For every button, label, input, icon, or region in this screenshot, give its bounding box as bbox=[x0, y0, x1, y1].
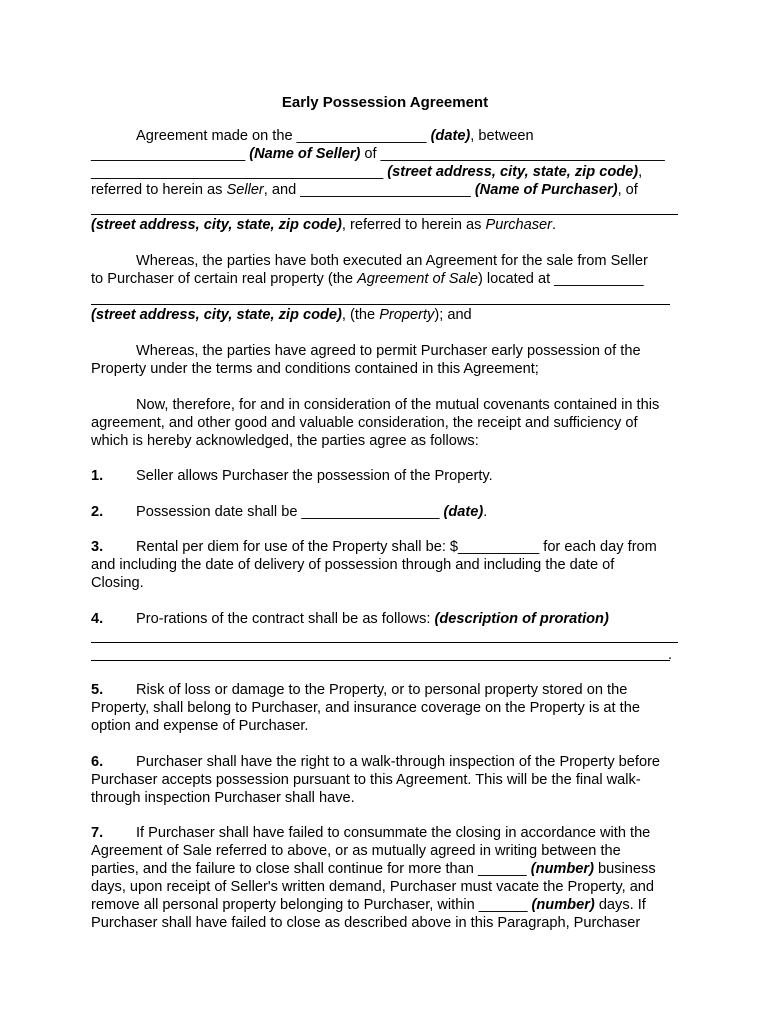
intro-line-6: (street address, city, state, zip code), referred to herein as Purchaser. bbox=[91, 217, 557, 233]
paragraph-7-line-2: Agreement of Sale referred to above, or as mutually agreed in writing between the bbox=[91, 843, 621, 859]
now-therefore-line-2: agreement, and other good and valuable consideration, the receipt and sufficiency of bbox=[91, 415, 638, 431]
blank-line bbox=[91, 642, 678, 643]
paragraph-6-line-1: Purchaser shall have the right to a walk-through inspection of the Property before bbox=[136, 754, 661, 770]
now-therefore-line-3: which is hereby acknowledged, the parties agree as follows: bbox=[91, 433, 479, 449]
intro-line-4: referred to herein as Seller, and _____________________ (Name of Purchaser), of bbox=[91, 182, 638, 198]
paragraph-number: 7. bbox=[91, 825, 104, 841]
paragraph-7-line-3: parties, and the failure to close shall continue for more than ______ (number) business bbox=[91, 861, 656, 877]
whereas1-line-4: (street address, city, state, zip code), (the Property); and bbox=[91, 307, 472, 323]
paragraph-number: 1. bbox=[91, 468, 104, 484]
intro-line-3: ____________________________________ (street address, city, state, zip code), bbox=[91, 164, 643, 180]
paragraph-number: 2. bbox=[91, 504, 104, 520]
paragraph-number: 4. bbox=[91, 611, 104, 627]
document-title: Early Possession Agreement bbox=[281, 94, 489, 111]
whereas1-line-1: Whereas, the parties have both executed an Agreement for the sale from Seller bbox=[136, 253, 648, 269]
paragraph-7-line-5: remove all personal property belonging to Purchaser, within ______ (number) days. If bbox=[91, 897, 646, 913]
whereas1-line-2: to Purchaser of certain real property (the Agreement of Sale) located at ___________ bbox=[91, 271, 644, 287]
blank-line bbox=[91, 304, 670, 305]
paragraph-4-period: . bbox=[668, 647, 673, 663]
paragraph-7-line-1: If Purchaser shall have failed to consummate the closing in accordance with the bbox=[136, 825, 651, 841]
paragraph-7-line-4: days, upon receipt of Seller's written demand, Purchaser must vacate the Property, and bbox=[91, 879, 655, 895]
paragraph-number: 5. bbox=[91, 682, 104, 698]
whereas2-line-2: Property under the terms and conditions contained in this Agreement; bbox=[91, 361, 539, 377]
paragraph-6-line-2: Purchaser accepts possession pursuant to this Agreement. This will be the final walk- bbox=[91, 772, 641, 788]
paragraph-6-line-3: through inspection Purchaser shall have. bbox=[91, 790, 355, 806]
intro-line-1: Agreement made on the ________________ (date), between bbox=[136, 128, 534, 144]
paragraph-number: 6. bbox=[91, 754, 104, 770]
paragraph-5-line-3: option and expense of Purchaser. bbox=[91, 718, 309, 734]
paragraph-3-line-1: Rental per diem for use of the Property shall be: $__________ for each day from bbox=[136, 539, 657, 555]
paragraph-3-line-3: Closing. bbox=[91, 575, 144, 591]
paragraph-5-line-1: Risk of loss or damage to the Property, or to personal property stored on the bbox=[136, 682, 628, 698]
paragraph-5-line-2: Property, shall belong to Purchaser, and insurance coverage on the Property is at the bbox=[91, 700, 640, 716]
paragraph-number: 3. bbox=[91, 539, 104, 555]
intro-line-2: ___________________ (Name of Seller) of ___________________________________ bbox=[91, 146, 665, 162]
paragraph-1-line-1: Seller allows Purchaser the possession of the Property. bbox=[136, 468, 493, 484]
paragraph-4-line-1: Pro-rations of the contract shall be as follows: (description of proration) bbox=[136, 611, 609, 627]
paragraph-7-line-6: Purchaser shall have failed to close as described above in this Paragraph, Purchaser bbox=[91, 915, 641, 931]
paragraph-2-line-1: Possession date shall be _________________ (date). bbox=[136, 504, 488, 520]
whereas2-line-1: Whereas, the parties have agreed to permit Purchaser early possession of the bbox=[136, 343, 641, 359]
now-therefore-line-1: Now, therefore, for and in consideration of the mutual covenants contained in this bbox=[136, 397, 660, 413]
blank-line bbox=[91, 214, 678, 215]
blank-line bbox=[91, 660, 670, 661]
paragraph-3-line-2: and including the date of delivery of possession through and including the date of bbox=[91, 557, 615, 573]
